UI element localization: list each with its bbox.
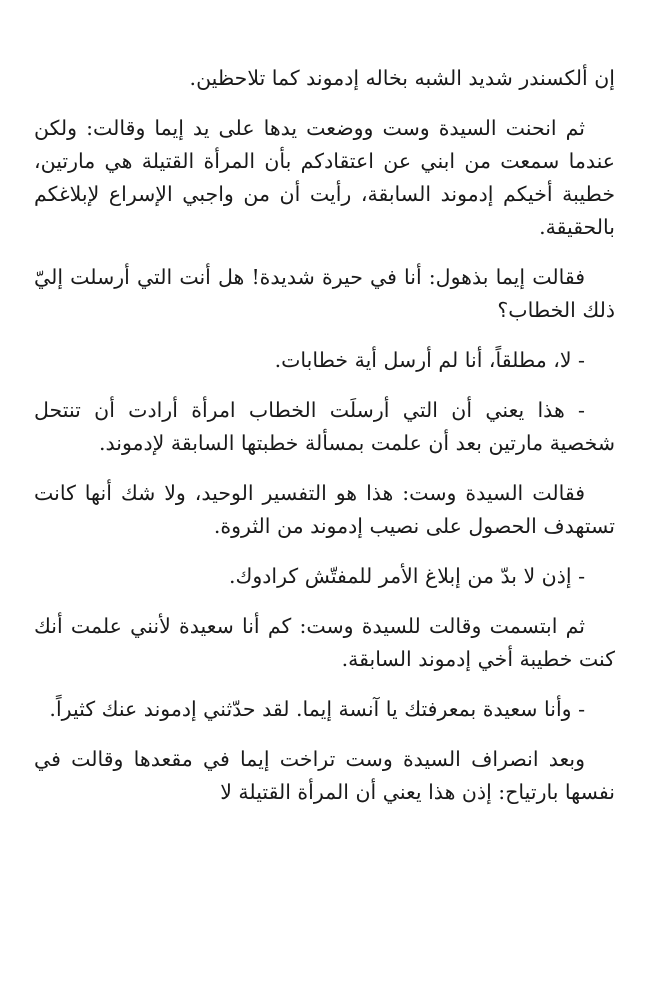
paragraph-6: فقالت السيدة وست: هذا هو التفسير الوحيد، ولا شك أنها كانت تستهدف الحصول على نصيب إدموند من الثروة. [34,481,615,538]
paragraph-3: فقالت إيما بذهول: أنا في حيرة شديدة! هل أنت التي أرسلت إليّ ذلك الخطاب؟ [34,265,615,322]
paragraph-9: - وأنا سعيدة بمعرفتك يا آنسة إيما. لقد حدّثني إدموند عنك كثيراً. [49,697,585,721]
paragraph-1: إن ألكسندر شديد الشبه بخاله إدموند كما تلاحظين. [189,66,615,90]
paragraph-8: ثم ابتسمت وقالت للسيدة وست: كم أنا سعيدة لأنني علمت أنك كنت خطيبة أخي إدموند السابقة. [34,614,615,671]
paragraph-2: ثم انحنت السيدة وست ووضعت يدها على يد إيما وقالت: ولكن عندما سمعت من ابني عن اعتقادكم بأن المرأة القتيلة هي مارتين، خطيبة أخيكم إدموند السابقة، رأيت أن من واجبي الإسراع لإبلاغكم بالحقيقة. [34,116,615,239]
paragraph-10: وبعد انصراف السيدة وست تراخت إيما في مقعدها وقالت في نفسها بارتياح: إذن هذا يعني أن المرأة القتيلة لا [34,747,615,804]
paragraph-5: - هذا يعني أن التي أرسلَت الخطاب امرأة أرادت أن تنتحل شخصية مارتين بعد أن علمت بمسألة خطبتها السابقة لإدموند. [34,398,615,455]
paragraph-7: - إذن لا بدّ من إبلاغ الأمر للمفتّش كرادوك. [228,564,585,588]
paragraph-4: - لا، مطلقاً، أنا لم أرسل أية خطابات. [274,348,585,372]
